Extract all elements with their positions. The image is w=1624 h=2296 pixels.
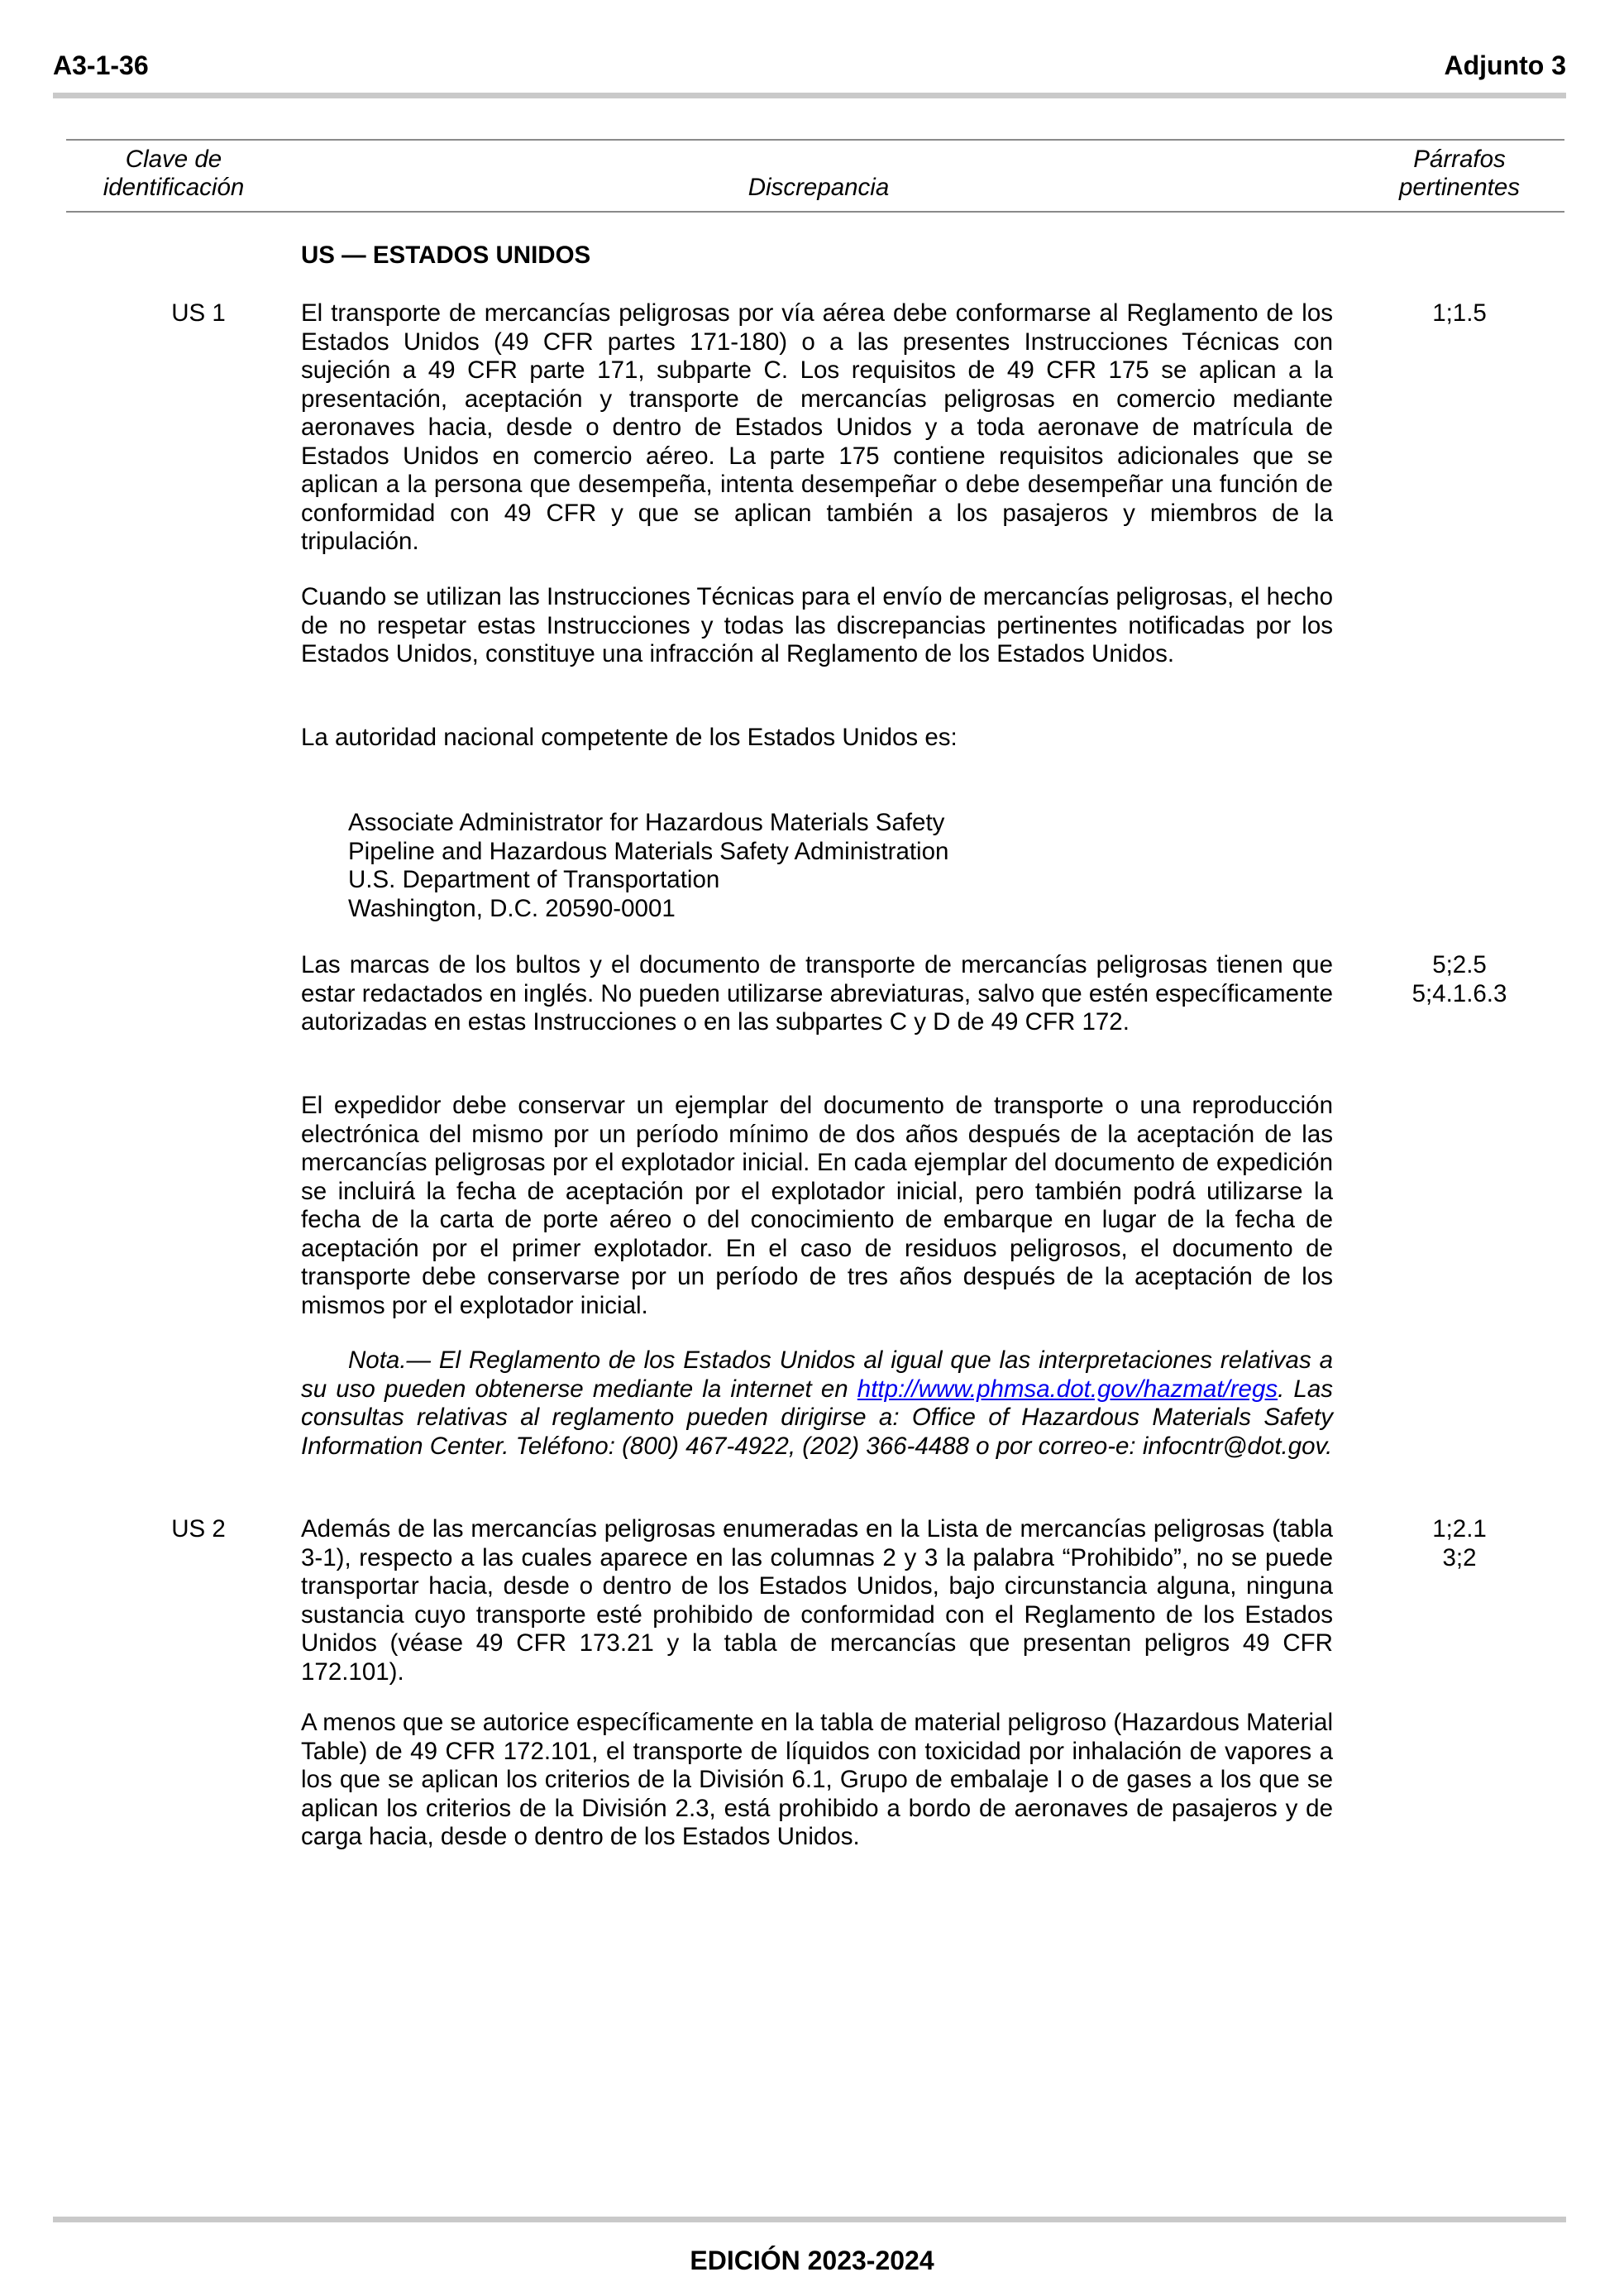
column-header-key-line2: identificación — [103, 174, 245, 201]
regulations-link[interactable]: http://www.phmsa.dot.gov/hazmat/regs — [857, 1375, 1278, 1403]
column-header-paragraphs-line2: pertinentes — [1399, 174, 1520, 201]
attachment-label: Adjunto 3 — [1444, 50, 1566, 80]
section-title: US — ESTADOS UNIDOS — [301, 242, 591, 269]
address-line: U.S. Department of Transportation — [348, 866, 720, 893]
entry-key-us1: US 1 — [171, 299, 226, 327]
authority-address — [348, 809, 948, 923]
column-header-key — [74, 146, 273, 202]
address-line: Washington, D.C. 20590-0001 — [348, 894, 676, 922]
address-line: Associate Administrator for Hazardous Materials Safety — [348, 809, 945, 836]
us1-paragraph-5: El expedidor debe conservar un ejemplar del documento de transporte o una reproducción electrónica del mismo por un período mínimo de dos años después de la aceptación de las mercancías peligrosas por el explotador inicial. En cada ejemplar del documento de expedición se incluirá la fecha de aceptación por el explotador inicial, pero también podrá utilizarse la fecha de la carta de porte aéreo o del conocimiento de embarque en lugar de la fecha de aceptación por el primer explotador. En el caso de residuos peligrosos, el documento de transporte debe conservarse por un período de tres años después de la aceptación de los mismos por el explotador inicial. — [301, 1092, 1333, 1319]
us1-paragraph-3: La autoridad nacional competente de los Estados Unidos es: — [301, 724, 958, 751]
refs-us2 — [1368, 1515, 1550, 1572]
us2-paragraph-2: A menos que se autorice específicamente en la tabla de material peligroso (Hazardous Material Table) de 49 CFR 172.101, el transporte de líquidos con toxicidad por inhalación de vapores a los que se aplican los criterios de la División 6.1, Grupo de embalaje I o de gases a los que se aplican los criterios de la División 2.3, está prohibido a bordo de aeronaves de pasajeros y de carga hacia, desde o dentro de los Estados Unidos. — [301, 1709, 1333, 1850]
note-text: . Las consultas relativas al reglamento pueden dirigirse a: Office of Hazardous Materials Safety Information Center. Teléfono: (800) 467-4922, (202) 366-4488 o por correo-e: infocntr@dot.gov. — [301, 1375, 1333, 1460]
ref-item: 1;1.5 — [1432, 299, 1487, 327]
refs-us1-b — [1368, 951, 1550, 1008]
table-top-line — [66, 139, 1564, 141]
footer-rule — [53, 2217, 1566, 2222]
note-text: Nota.— El Reglamento de los Estados Unidos al igual que las interpretaciones relativas a su uso pueden obtenerse mediante la internet en — [301, 1347, 1333, 1403]
edition-label: EDICIÓN 2023-2024 — [690, 2246, 934, 2275]
us1-paragraph-2: Cuando se utilizan las Instrucciones Técnicas para el envío de mercancías peligrosas, el hecho de no respetar estas Instrucciones y todas las discrepancias pertinentes notificadas por los Estados Unidos, constituye una infracción al Reglamento de los Estados Unidos. — [301, 583, 1333, 667]
address-line: Pipeline and Hazardous Materials Safety Administration — [348, 837, 949, 865]
ref-item: 3;2 — [1442, 1543, 1477, 1571]
header-rule — [53, 93, 1566, 98]
column-header-discrepancy: Discrepancia — [748, 174, 890, 201]
column-header-paragraphs — [1356, 146, 1563, 202]
entry-key-us2: US 2 — [171, 1515, 226, 1543]
table-header-bottom-line — [66, 211, 1564, 213]
us1-paragraph-1: El transporte de mercancías peligrosas por vía aérea debe conformarse al Reglamento de los Estados Unidos (49 CFR partes 171-180) o a las presentes Instrucciones Técnicas con sujeción a 49 CFR parte 171, subparte C. Los requisitos de 49 CFR 175 se aplican a la presentación, aceptación y transporte de mercancías peligrosas en comercio mediante aeronaves hacia, desde o dentro de Estados Unidos y a toda aeronave de matrícula de Estados Unidos en comercio aéreo. La parte 175 contiene requisitos adicionales que se aplican a la persona que desempeña, intenta desempeñar o debe desempeñar una función de conformidad con 49 CFR y que se aplican también a los pasajeros y miembros de la tripulación. — [301, 299, 1333, 555]
column-header-paragraphs-line1: Párrafos — [1413, 146, 1506, 173]
column-header-key-line1: Clave de — [125, 146, 222, 173]
ref-item: 5;4.1.6.3 — [1411, 979, 1507, 1007]
refs-us1-a — [1368, 299, 1550, 328]
page-number: A3-1-36 — [53, 50, 149, 80]
us1-note — [301, 1347, 1333, 1461]
us1-paragraph-4: Las marcas de los bultos y el documento de transporte de mercancías peligrosas tienen que estar redactados en inglés. No pueden utilizarse abreviaturas, salvo que estén específicamente autorizadas en estas Instrucciones o en las subpartes C y D de 49 CFR 172. — [301, 951, 1333, 1036]
ref-item: 1;2.1 — [1432, 1515, 1487, 1543]
ref-item: 5;2.5 — [1432, 951, 1487, 978]
us2-paragraph-1: Además de las mercancías peligrosas enumeradas en la Lista de mercancías peligrosas (tabla 3-1), respecto a las cuales aparece en las columnas 2 y 3 la palabra “Prohibido”, no se puede transportar hacia, desde o dentro de los Estados Unidos, bajo circunstancia alguna, ninguna sustancia cuyo transporte esté prohibido de conformidad con el Reglamento de los Estados Unidos (véase 49 CFR 173.21 y la tabla de mercancías que presentan peligros 49 CFR 172.101). — [301, 1515, 1333, 1686]
